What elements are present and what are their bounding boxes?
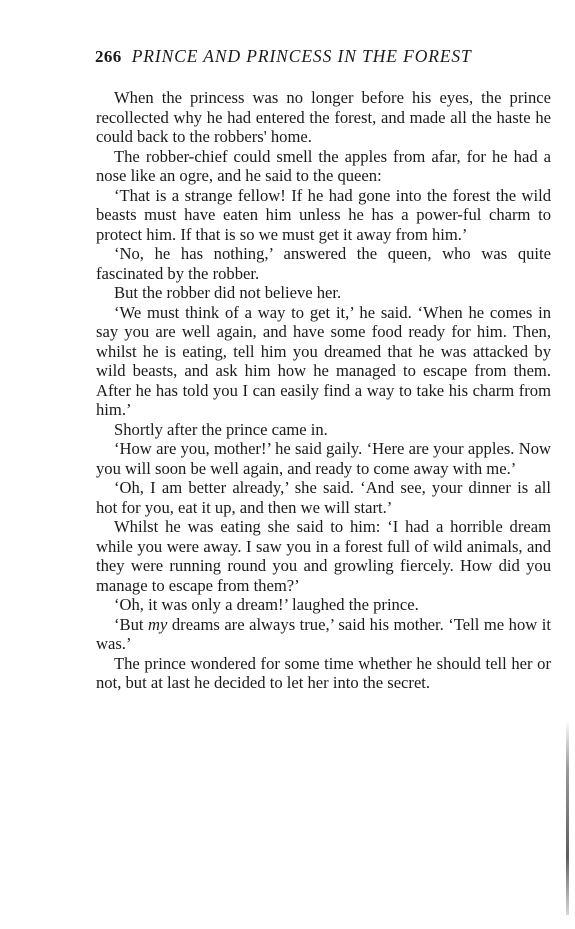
running-title: PRINCE AND PRINCESS IN THE FOREST bbox=[131, 46, 472, 66]
paragraph-6: ‘We must think of a way to get it,’ he said. ‘When he comes in say you are well again, and have some food ready for him. Then, whilst he is eating, tell him you dreamed that he was attacked by wild beasts, and ask him how he managed to escape from them. After he has told you I can easily find a way to take his charm from him.’ bbox=[96, 302, 551, 419]
paragraph-2: The robber-chief could smell the apples from afar, for he had a nose like an ogre, and he said to the queen: bbox=[96, 146, 551, 185]
body-text bbox=[96, 88, 551, 693]
paragraph-7: Shortly after the prince came in. bbox=[114, 419, 328, 439]
paragraph-3: ‘That is a strange fellow! If he had gone into the forest the wild beasts must have eaten him unless he has a power-ful charm to protect him. If that is so we must get it away from him.’ bbox=[96, 185, 551, 244]
paragraph-1: When the princess was no longer before his eyes, the prince recollected why he had entered the forest, and made all the haste he could back to the robbers' home. bbox=[96, 88, 551, 146]
page-edge-shadow bbox=[566, 720, 569, 915]
paragraph-12-start: ‘But bbox=[114, 614, 149, 634]
paragraph-10: Whilst he was eating she said to him: ‘I had a horrible dream while you were away. I saw you in a forest full of wild animals, and they were running round you and growling fiercely. How did you manage to escape from them?’ bbox=[96, 517, 551, 595]
paragraph-9: ‘Oh, I am better already,’ she said. ‘And see, your dinner is all hot for you, eat it up, and then we will start.’ bbox=[96, 478, 551, 517]
emphasized-word: my bbox=[148, 614, 168, 634]
page-number: 266 bbox=[95, 47, 122, 66]
paragraph-12 bbox=[96, 615, 551, 654]
paragraph-5: But the robber did not believe her. bbox=[114, 283, 342, 302]
paragraph-13: The prince wondered for some time whether he should tell her or not, but at last he decided to let her into the secret. bbox=[96, 653, 551, 692]
paragraph-8: ‘How are you, mother!’ he said gaily. ‘Here are your apples. Now you will soon be well again, and ready to come away with me.’ bbox=[96, 439, 551, 478]
paragraph-11: ‘Oh, it was only a dream!’ laughed the prince. bbox=[114, 595, 419, 614]
paragraph-12-end: dreams are always true,’ said his mother. ‘Tell me how it was.’ bbox=[96, 614, 551, 653]
running-head bbox=[95, 46, 555, 72]
paragraph-4: ‘No, he has nothing,’ answered the queen, who was quite fascinated by the robber. bbox=[96, 244, 551, 283]
